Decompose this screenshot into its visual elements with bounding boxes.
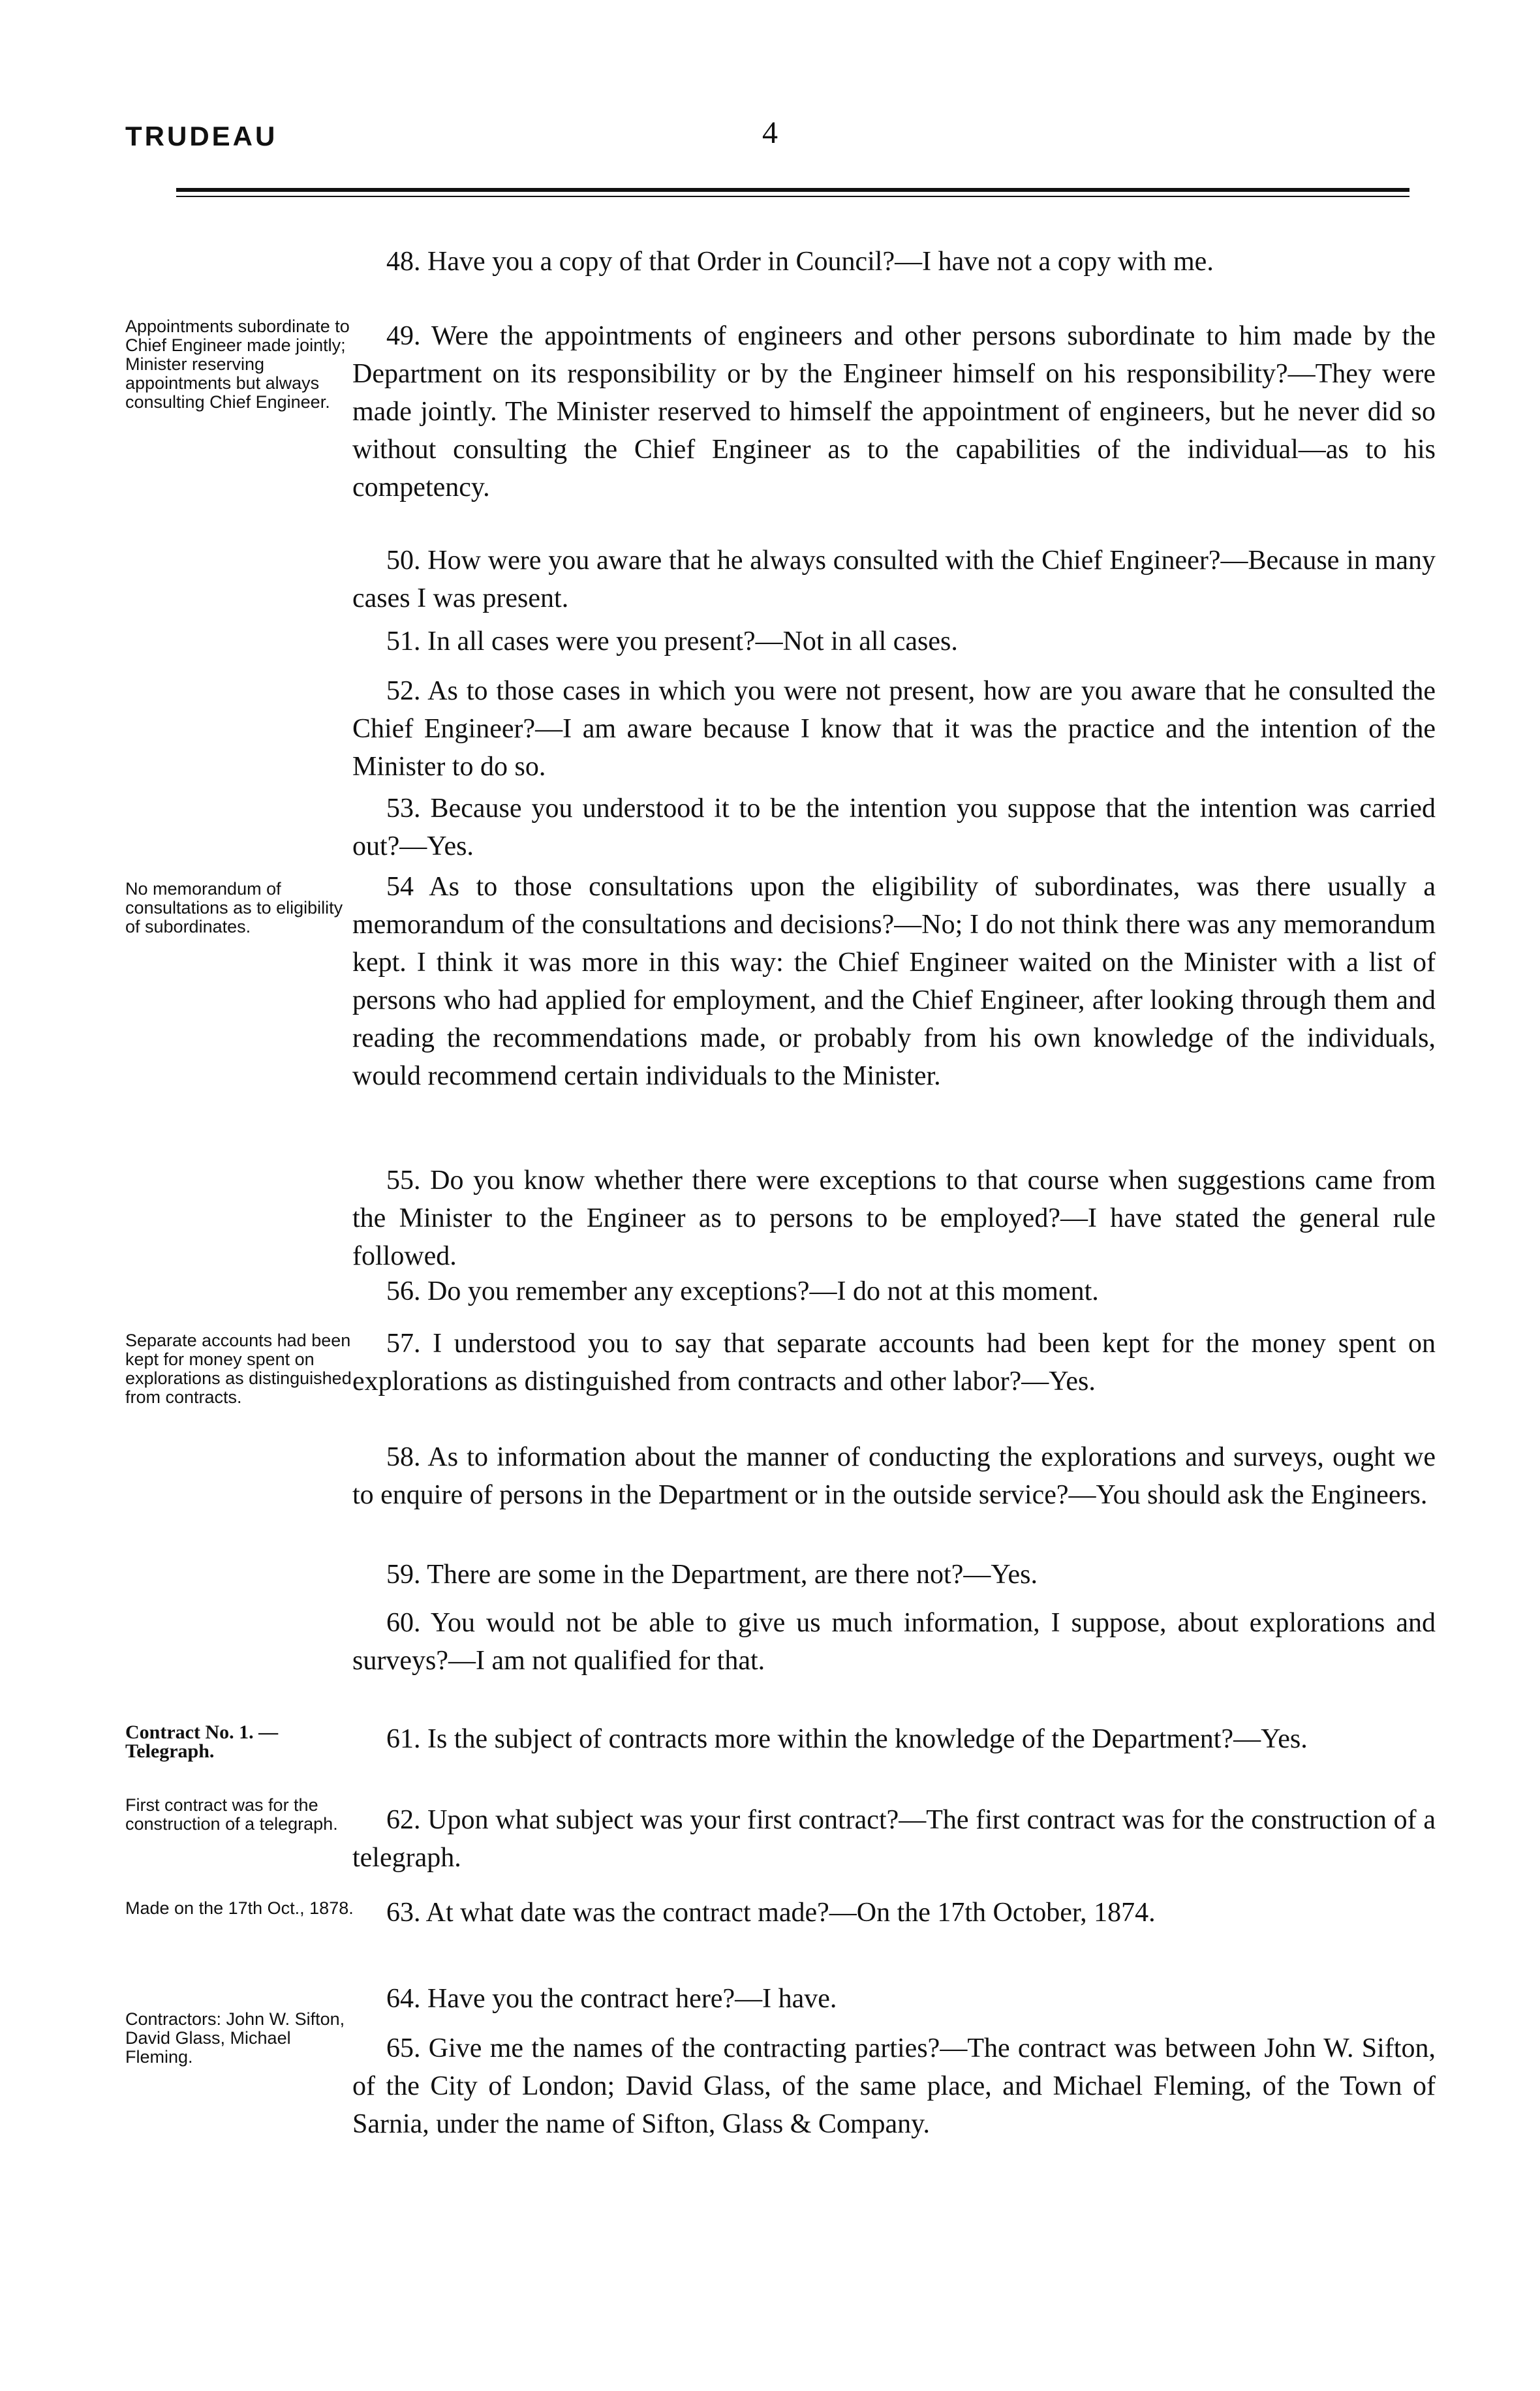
side-note-contract-heading: Contract No. 1. —Telegraph. (125, 1721, 279, 1762)
paragraph-63: 63. At what date was the contract made?—On the 17th October, 1874. (386, 1898, 1156, 1928)
paragraph-49: 49. Were the appointments of engineers and other persons subordinate to him made by the Department on its responsibility or by the Engineer himself on his responsibility?—They were made jointly. The Minister reserved to himself the appointment of engineers, but he never did so without consulting the Chief Engineer as to the capabilities of the individual—as to his competency. (352, 321, 1436, 502)
paragraph-65: 65. Give me the names of the contracting parties?—The contract was between John W. Sifton, of the City of London; David Glass, of the same place, and Michael Fleming, of the Town of Sarnia, under the name of Sifton, Glass & Company. (352, 2033, 1436, 2139)
paragraph-55: 55. Do you know whether there were exceptions to that course when suggestions came from the Minister to the Engineer as to persons to be employed?—I have stated the general rule followed. (352, 1165, 1436, 1271)
side-note-no-memorandum: No memorandum of consultations as to eligibility of subordinates. (125, 879, 343, 936)
paragraph-61: 61. Is the subject of contracts more within the knowledge of the Department?—Yes. (386, 1724, 1308, 1754)
running-header: TRUDEAU (125, 121, 278, 151)
paragraph-54: 54 As to those consultations upon the eligibility of subordinates, was there usually a memorandum of the consultations and decisions?—No; I do not think there was any memorandum kept. I think it was more in this way: the Chief Engineer waited on the Minister with a list of persons who had applied for employment, and the Chief Engineer, after looking through them and reading the recommendations made, or probably from his own knowledge of the individuals, would recommend certain individuals to the Minister. (352, 872, 1436, 1091)
header-rule-thin (176, 196, 1409, 197)
paragraph-60: 60. You would not be able to give us much information, I suppose, about explorations and surveys?—I am not qualified for that. (352, 1608, 1436, 1676)
paragraph-59: 59. There are some in the Department, are there not?—Yes. (386, 1560, 1038, 1590)
side-note-contractors: Contractors: John W. Sifton, David Glass, Michael Fleming. (125, 2009, 345, 2067)
side-note-separate-accounts: Separate accounts had been kept for money spent on explorations as distinguished from contracts. (125, 1331, 352, 1407)
header-rule (176, 188, 1409, 192)
paragraph-51: 51. In all cases were you present?—Not in all cases. (386, 626, 958, 656)
side-note-appointments: Appointments subordinate to Chief Engineer made jointly; Minister reserving appointments but always consulting Chief Engineer. (125, 316, 350, 412)
paragraph-64: 64. Have you the contract here?—I have. (386, 1984, 837, 2014)
page-number: 4 (762, 116, 778, 150)
paragraph-62: 62. Upon what subject was your first contract?—The first contract was for the construction of a telegraph. (352, 1805, 1436, 1873)
paragraph-58: 58. As to information about the manner of conducting the explorations and surveys, ought we to enquire of persons in the Department or in the outside service?—You should ask the Engineers. (352, 1442, 1436, 1510)
paragraph-50: 50. How were you aware that he always consulted with the Chief Engineer?—Because in many cases I was present. (352, 546, 1436, 613)
paragraph-48: 48. Have you a copy of that Order in Council?—I have not a copy with me. (386, 247, 1214, 277)
side-note-date-made: Made on the 17th Oct., 1878. (125, 1898, 354, 1918)
paragraph-53: 53. Because you understood it to be the intention you suppose that the intention was carried out?—Yes. (352, 794, 1436, 861)
side-note-first-contract: First contract was for the construction of a telegraph. (125, 1795, 338, 1834)
paragraph-57: 57. I understood you to say that separate accounts had been kept for the money spent on explorations as distinguished from contracts and other labor?—Yes. (352, 1329, 1436, 1396)
paragraph-52: 52. As to those cases in which you were not present, how are you aware that he consulted the Chief Engineer?—I am aware because I know that it was the practice and the intention of the Minister to do so. (352, 676, 1436, 782)
paragraph-56: 56. Do you remember any exceptions?—I do not at this moment. (386, 1276, 1099, 1306)
